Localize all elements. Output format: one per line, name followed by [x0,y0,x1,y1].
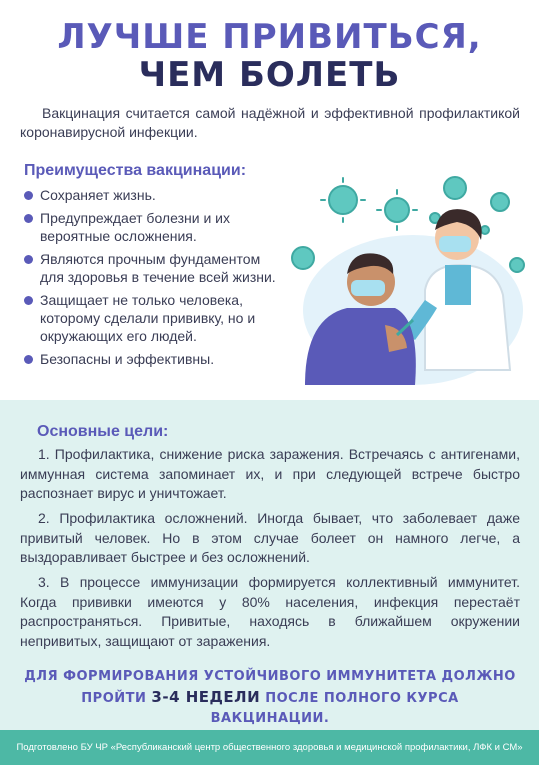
title-line-2: ЧЕМ БОЛЕТЬ [138,55,401,95]
final-note [20,667,520,729]
final-note-part-1: ДЛЯ ФОРМИРОВАНИЯ УСТОЙЧИВОГО ИММУНИТЕТА ДОЛЖНО ПРОЙТИ [24,669,516,706]
goal-item-1: 1. Профилактика, снижение риска заражения. Встречаясь с антигенами, иммунная система запоминает их, и при следующей встрече быстро распознает вирус и уничтожает. [20,446,520,501]
advantages-heading: Преимущества вакцинации: [24,162,247,179]
goal-item-3: 3. В процессе иммунизации формируется коллективный иммунитет. Когда прививки имеются у 80% населения, инфекция перестаёт распространяться. Привитые, находясь в ближайшем окружении непривитых, защищают от заражения. [20,574,520,649]
advantage-text: Предупреждает болезни и их вероятные осложнения. [40,210,230,244]
vaccination-illustration [285,170,525,390]
advantage-item [24,209,286,245]
bullet-dot-icon [24,355,33,364]
advantage-item [24,350,286,368]
goal-item-2: 2. Профилактика осложнений. Иногда бывает, что заболевает даже привитый человек. Но в этом случае болеет он намного легче, а выздоравливает быстрее и без осложнений. [20,510,520,565]
intro-text: Вакцинация считается самой надёжной и эффективной профилактикой коронавирусной инфекции. [20,105,520,140]
advantage-text: Защищает не только человека, которому сделали прививку, но и окружающих его людей. [40,292,256,344]
page-title [0,18,539,94]
advantages-list [24,186,286,373]
bullet-dot-icon [24,214,33,223]
advantage-item [24,186,286,204]
title-line-1: ЛУЧШЕ ПРИВИТЬСЯ, [57,17,482,57]
bullet-dot-icon [24,191,33,200]
goals-heading: Основные цели: [37,423,169,440]
final-note-part-2: ПОСЛЕ ПОЛНОГО КУРСА ВАКЦИНАЦИИ. [210,691,459,726]
bullet-dot-icon [24,255,33,264]
advantage-text: Являются прочным фундаментом для здоровья в течение всей жизни. [40,251,276,285]
advantage-item [24,291,286,345]
final-note-emphasis: 3-4 НЕДЕЛИ [151,688,261,706]
advantage-item [24,250,286,286]
bullet-dot-icon [24,296,33,305]
advantage-text: Безопасны и эффективны. [40,351,215,367]
advantage-text: Сохраняет жизнь. [40,187,156,203]
footer-credit: Подготовлено БУ ЧР «Республиканский центр общественного здоровья и медицинской профилактики, ЛФК и СМ» [0,730,539,765]
